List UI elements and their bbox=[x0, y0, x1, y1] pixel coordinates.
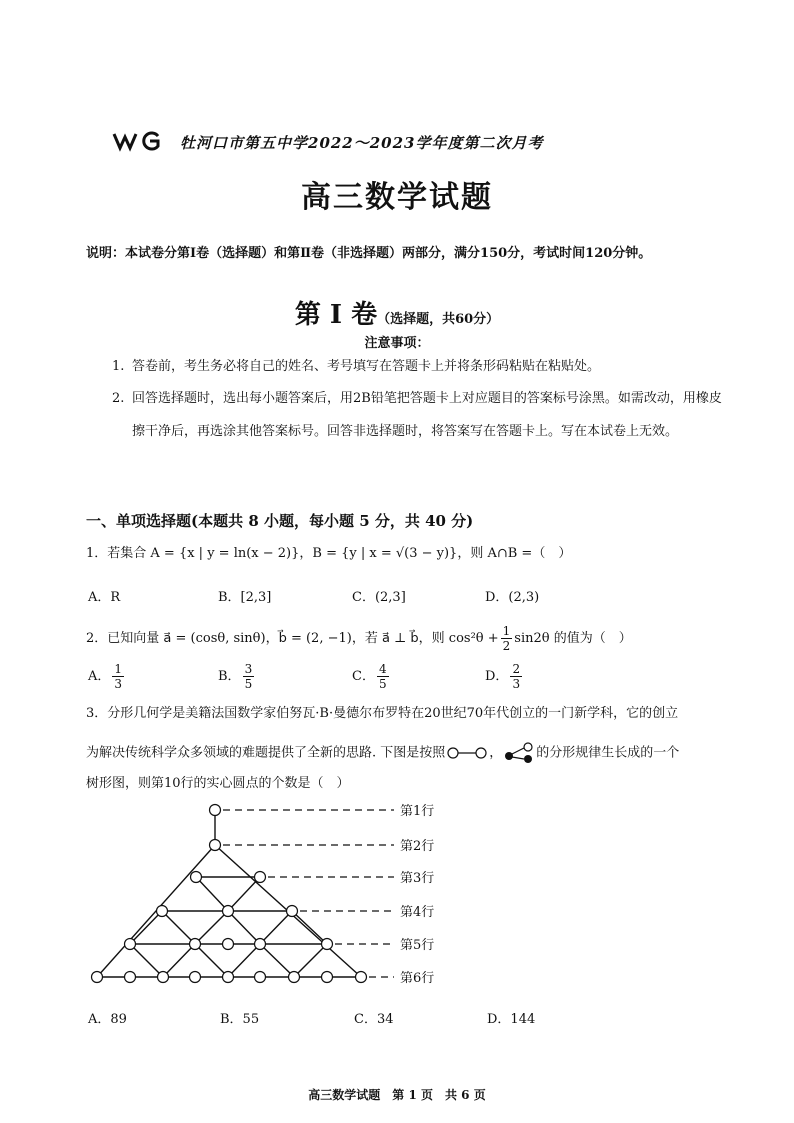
row-label-6: 第6行 bbox=[400, 971, 435, 986]
q3-option-c: C．34 bbox=[354, 1012, 394, 1027]
notice-heading: 注意事项： bbox=[364, 336, 430, 351]
row-label-1: 第1行 bbox=[400, 804, 435, 819]
row-label-5: 第5行 bbox=[400, 938, 435, 953]
q1-option-a: A．R bbox=[88, 590, 121, 605]
q3-option-d: D．144 bbox=[487, 1012, 536, 1027]
fraction: $\frac{1}{2}$ bbox=[502, 624, 511, 653]
fractal-tree-figure bbox=[80, 795, 460, 995]
notice-item: 1. 答卷前，考生务必将自己的姓名、考号填写在答题卡上并将条形码粘贴在粘贴处。 bbox=[112, 359, 601, 374]
q3-option-a: A．89 bbox=[88, 1012, 127, 1027]
row-label-2: 第2行 bbox=[400, 839, 435, 854]
question-3-line-2: 为解决传统科学众多领域的难题提供了全新的思路. 下图是按照 ， 的分形规律生长成的一个 bbox=[86, 742, 679, 764]
volume-subtitle: （选择题，共60分） bbox=[377, 312, 500, 327]
q2-option-c: C． $\frac{4}{5}$ bbox=[352, 662, 387, 691]
volume-heading bbox=[0, 294, 794, 331]
q2-option-a: A． $\frac{1}{3}$ bbox=[88, 662, 123, 691]
rule-hollow-to-two-hollow-icon bbox=[445, 745, 489, 761]
row-label-3: 第3行 bbox=[400, 871, 435, 886]
question-3-line-1: 3．分形几何学是美籍法国数学家伯努瓦·B·曼德尔布罗特在20世纪70年代创立的一门新学科，它的创立 bbox=[86, 706, 679, 721]
q1-option-c: C．(2,3] bbox=[352, 590, 406, 605]
rule-solid-branch-icon bbox=[502, 742, 536, 764]
question-2-stem: 2．已知向量 a⃗ = (cosθ, sinθ)，b⃗ = (2, −1)，若 a⃗ ⊥ b⃗，则 cos²θ + $\frac{1}{2}$ sin2θ 的值为（ ） bbox=[86, 624, 632, 653]
q2-option-b: B． $\frac{3}{5}$ bbox=[218, 662, 253, 691]
row-label-4: 第4行 bbox=[400, 905, 435, 920]
school-logo bbox=[112, 130, 164, 152]
q1-option-b: B．[2,3] bbox=[218, 590, 272, 605]
q2-option-d: D． $\frac{2}{3}$ bbox=[485, 662, 521, 691]
exam-description: 说明：本试卷分第Ⅰ卷（选择题）和第Ⅱ卷（非选择题）两部分，满分150分，考试时间120分钟。 bbox=[86, 246, 652, 261]
school-exam-line: 牡河口市第五中学2022～2023学年度第二次月考 bbox=[180, 134, 544, 152]
paper-title: 高三数学试题 bbox=[301, 180, 493, 215]
q3-option-b: B．55 bbox=[220, 1012, 260, 1027]
question-1-stem: 1．若集合 A = {x | y = ln(x − 2)}，B = {y | x = √(3 − y)}，则 A∩B =（ ） bbox=[86, 546, 572, 561]
notice-item: 2. 回答选择题时，选出每小题答案后，用2B铅笔把答题卡上对应题目的答案标号涂黑。如需改动，用橡皮擦干净后，再选涂其他答案标号。回答非选择题时，将答案写在答题卡上。写在本试卷上无效。 bbox=[112, 391, 722, 439]
page-footer: 高三数学试题 第 1 页 共 6 页 bbox=[308, 1088, 486, 1102]
question-3-line-3: 树形图，则第10行的实心圆点的个数是（ ） bbox=[86, 776, 350, 791]
volume-title: 第 Ⅰ 卷 bbox=[294, 300, 378, 330]
q1-option-d: D．(2,3) bbox=[485, 590, 540, 605]
section-heading: 一、单项选择题(本题共 8 小题，每小题 5 分，共 40 分) bbox=[86, 512, 474, 530]
